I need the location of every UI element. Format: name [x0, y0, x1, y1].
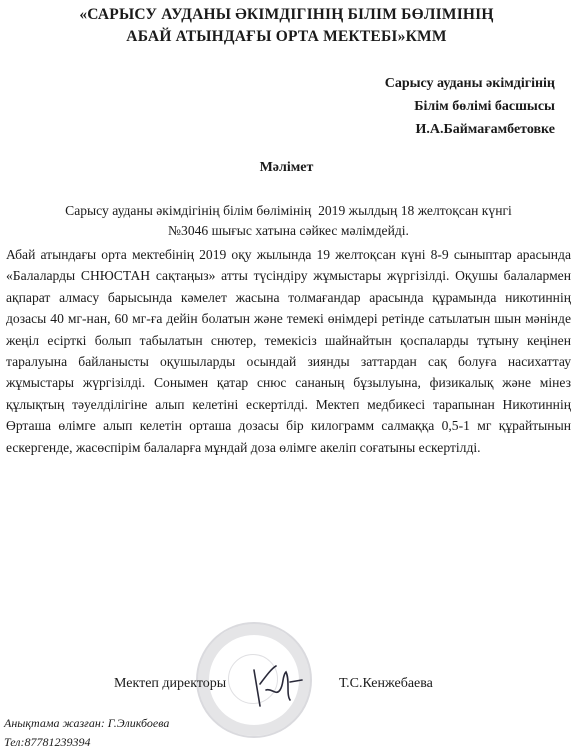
addressee-line-2: Білім бөлімі басшысы — [414, 99, 555, 114]
intro-line-2: №3046 шығыс хатына сәйкес мәлімдейді. — [168, 223, 409, 238]
intro-line-1: Сарысу ауданы әкімдігінің білім бөлімінің 2019 жылдың 18 желтоқсан күнгі — [65, 203, 512, 218]
addressee-line-3: И.А.Баймағамбетовке — [415, 122, 555, 137]
signer-name: Т.С.Кенжебаева — [339, 676, 433, 691]
body-paragraph: Абай атындағы орта мектебінің 2019 оқу жылында 19 желтоқсан күні 8-9 сыныптар арасында «Балаларды СНЮСТАН сақтаңыз» атты түсіндіру жұмыстары жүргізілді. Оқушы балалармен ақпарат алмасу барысында кәмелет жасына толмағандар арасында құрамында никотиннің дозасы 40 мг-нан, 60 мг-ға дейін болатын және темекі өнімдері ретінде сатылатын шын мәнінде жеңіл есірткі болып табылатын снютер, темекісіз шайнайтын қоспаларды тұтыну кеңінен таралуына байланысты оқушыларды осындай зиянды заттардан сақ болуға насихаттау жұмыстары жүргізілді. Сонымен қатар снюс сананың бұзылуына, физикалық және мінез құлықтың тәуелділігіне алып келетіні ескертілді. Мектеп медбикесі тарапынан Никотиннің Өрташа өлімге алып келетін орташа дозасы бір килограмм салмаққа 0,5-1 мг құрайтынын ескергенде, жасөспірім балаларға мұндай доза өлімге акеліп соғатыны ескертілді. — [6, 247, 571, 455]
contact-phone: Тел:87781239394 — [4, 735, 91, 749]
handwritten-signature — [246, 660, 306, 712]
school-header — [30, 4, 543, 48]
addressee-block — [385, 72, 555, 141]
header-line-1: «САРЫСУ АУДАНЫ ӘКІМДІГІНІҢ БІЛІМ БӨЛІМІНІҢ — [79, 6, 494, 23]
intro-paragraph — [6, 201, 571, 241]
prepared-by: Анықтама жазған: Г.Эликбоева — [4, 716, 170, 730]
header-line-2: АБАЙ АТЫНДАҒЫ ОРТА МЕКТЕБІ»КММ — [126, 28, 447, 45]
document-title: Мәлімет — [259, 160, 314, 175]
footer-note — [4, 714, 169, 752]
signer-role: Мектеп директоры — [114, 676, 227, 691]
addressee-line-1: Сарысу ауданы әкімдігінің — [384, 76, 555, 91]
